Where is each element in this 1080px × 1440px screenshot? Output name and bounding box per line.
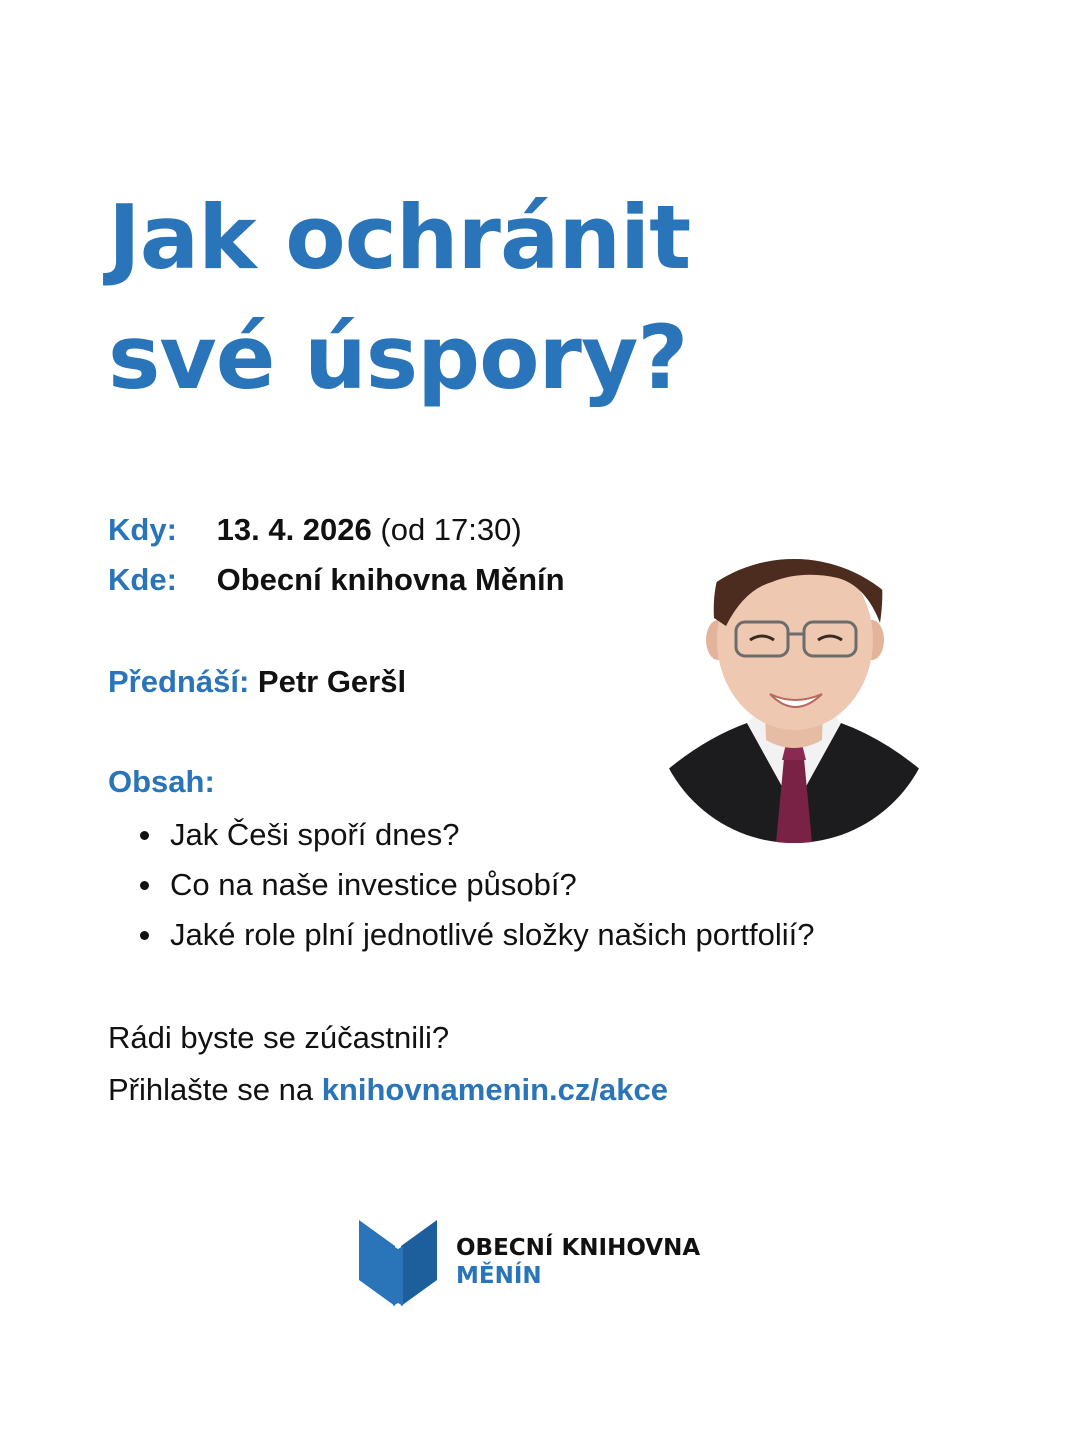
- when-label: Kdy:: [108, 512, 177, 547]
- event-place: Obecní knihovna Měnín: [216, 562, 565, 597]
- speaker-label: Přednáší:: [108, 664, 250, 699]
- call-to-action: [108, 1012, 668, 1116]
- book-icon: [359, 1218, 437, 1306]
- library-logo: [359, 1218, 739, 1308]
- logo-line-2: MĚNÍN: [456, 1263, 542, 1289]
- contents-heading-row: [108, 762, 215, 802]
- title-line-2: své úspory?: [108, 306, 688, 409]
- speaker-row: [108, 662, 406, 702]
- logo-line-1: OBECNÍ KNIHOVNA: [456, 1235, 701, 1261]
- poster-title: [108, 178, 690, 418]
- list-item: Jak Češi spoří dnes?: [130, 810, 814, 860]
- cta-prefix: Přihlašte se na: [108, 1072, 314, 1107]
- cta-signup-line: [108, 1064, 668, 1116]
- registration-link[interactable]: knihovnamenin.cz/akce: [321, 1072, 668, 1107]
- contents-label: Obsah:: [108, 764, 215, 799]
- speaker-photo: [652, 508, 936, 843]
- logo-text: [456, 1234, 700, 1290]
- cta-question: Rádi byste se zúčastnili?: [108, 1020, 450, 1055]
- where-label: Kde:: [108, 562, 177, 597]
- event-time: (od 17:30): [380, 512, 522, 547]
- title-line-1: Jak ochránit: [108, 186, 691, 289]
- list-item: Co na naše investice působí?: [130, 860, 814, 910]
- event-date: 13. 4. 2026: [216, 512, 372, 547]
- when-row: [108, 510, 522, 550]
- speaker-name: Petr Geršl: [257, 664, 407, 699]
- list-item: Jaké role plní jednotlivé složky našich portfolií?: [130, 910, 814, 960]
- where-row: [108, 560, 565, 600]
